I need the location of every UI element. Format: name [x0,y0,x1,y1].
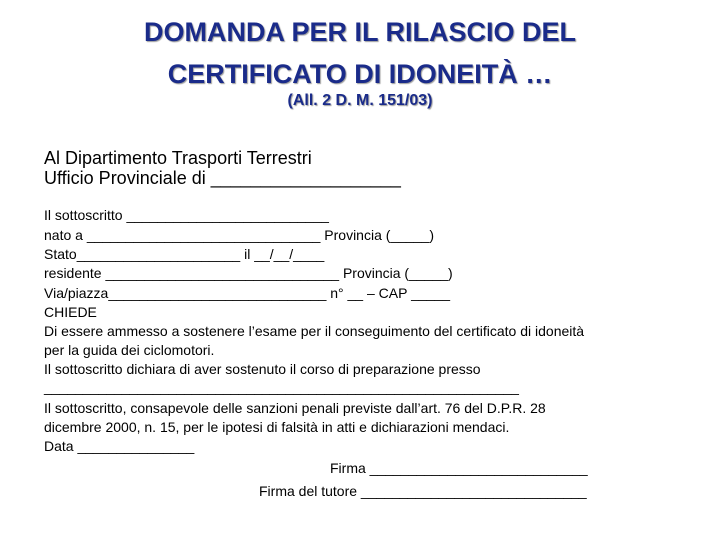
page-title-line2: CERTIFICATO DI IDONEITÀ … [167,59,553,89]
form-line-address: Via/piazza____________________________ n° __ – CAP _____ [44,285,451,301]
form-line-request-text-cont: per la guida dei ciclomotori. [44,342,215,358]
form-line-applicant: Il sottoscritto __________________________ [44,207,329,223]
form-line-residence: residente ______________________________ Provincia (_____) [44,265,453,281]
page-title-line1: DOMANDA PER IL RILASCIO DEL [143,17,576,47]
signature-guardian: Firma del tutore _____________________________ [259,483,587,499]
form-line-state-birthdate: Stato_____________________ il __/__/____ [44,246,325,262]
form-line-birthplace: nato a ______________________________ Provincia (_____) [44,227,435,243]
form-line-date: Data _______________ [44,438,195,454]
form-line-legal-declaration-cont: dicembre 2000, n. 15, per le ipotesi di falsità in atti e dichiarazioni mendaci. [44,419,510,435]
form-line-request-text: Di essere ammesso a sostenere l’esame per il conseguimento del certificato di idoneità [44,323,585,339]
addressee-office: Ufficio Provinciale di ___________________ [44,168,401,188]
form-line-legal-declaration: Il sottoscritto, consapevole delle sanzioni penali previste dall’art. 76 del D.P.R. 28 [44,400,546,416]
signature-applicant: Firma ____________________________ [330,460,588,476]
form-line-course-declaration: Il sottoscritto dichiara di aver sostenuto il corso di preparazione presso [44,361,481,377]
form-line-request-heading: CHIEDE [44,304,97,320]
page-subtitle: (All. 2 D. M. 151/03) [287,92,433,109]
form-line-course-blank: _____________________________________________________________ [44,379,519,395]
addressee-department: Al Dipartimento Trasporti Terrestri [44,148,312,168]
